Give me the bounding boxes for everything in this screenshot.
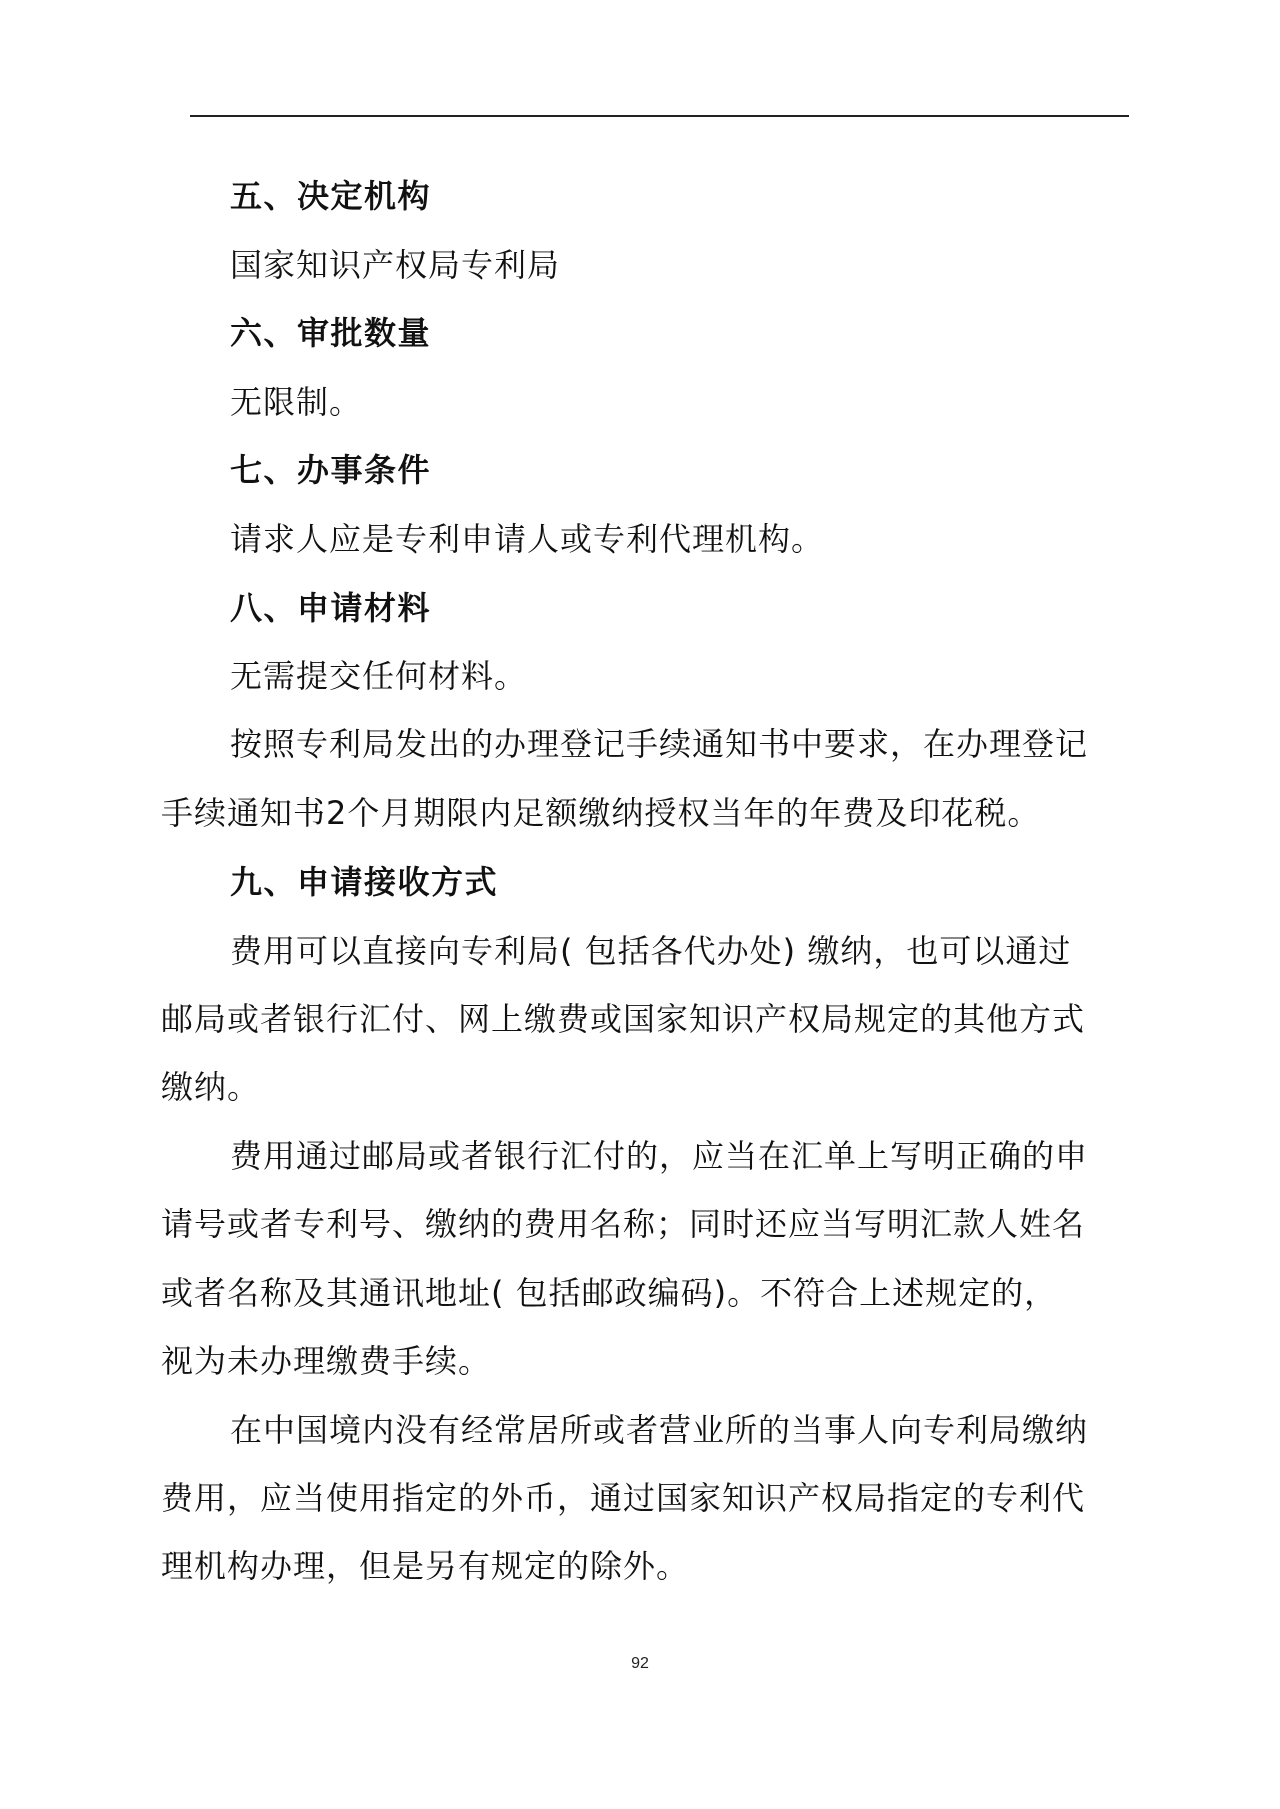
paragraph-line: 国家知识产权局专利局 [230, 246, 561, 284]
paragraph-line: 邮局或者银行汇付、网上缴费或国家知识产权局规定的其他方式 [161, 1000, 1086, 1038]
paragraph-line: 请号或者专利号、缴纳的费用名称；同时还应当写明汇款人姓名 [161, 1205, 1086, 1243]
page-number: 92 [631, 1655, 649, 1672]
paragraph-line: 请求人应是专利申请人或专利代理机构。 [230, 520, 825, 558]
paragraph-line: 无需提交任何材料。 [230, 657, 528, 695]
paragraph-line: 缴纳。 [161, 1068, 261, 1106]
paragraph-line: 按照专利局发出的办理登记手续通知书中要求，在办理登记 [230, 725, 1089, 763]
paragraph-line: 视为未办理缴费手续。 [161, 1342, 492, 1380]
paragraph-line: 手续通知书2个月期限内足额缴纳授权当年的年费及印花税。 [161, 794, 1041, 832]
section-heading-6: 六、审批数量 [230, 314, 432, 352]
paragraph-line: 费用可以直接向专利局( 包括各代办处) 缴纳，也可以通过 [230, 932, 1072, 970]
paragraph-line: 费用，应当使用指定的外币，通过国家知识产权局指定的专利代 [161, 1479, 1086, 1517]
section-heading-7: 七、办事条件 [230, 451, 432, 489]
paragraph-line: 或者名称及其通讯地址( 包括邮政编码)。不符合上述规定的， [161, 1274, 1058, 1312]
paragraph-line: 在中国境内没有经常居所或者营业所的当事人向专利局缴纳 [230, 1411, 1089, 1449]
paragraph-line: 无限制。 [230, 383, 363, 421]
section-heading-8: 八、申请材料 [230, 589, 432, 627]
section-heading-5: 五、决定机构 [230, 177, 432, 215]
header-rule [190, 115, 1129, 117]
paragraph-line: 理机构办理，但是另有规定的除外。 [161, 1547, 690, 1585]
paragraph-line: 费用通过邮局或者银行汇付的，应当在汇单上写明正确的申 [230, 1137, 1089, 1175]
section-heading-9: 九、申请接收方式 [230, 863, 499, 901]
